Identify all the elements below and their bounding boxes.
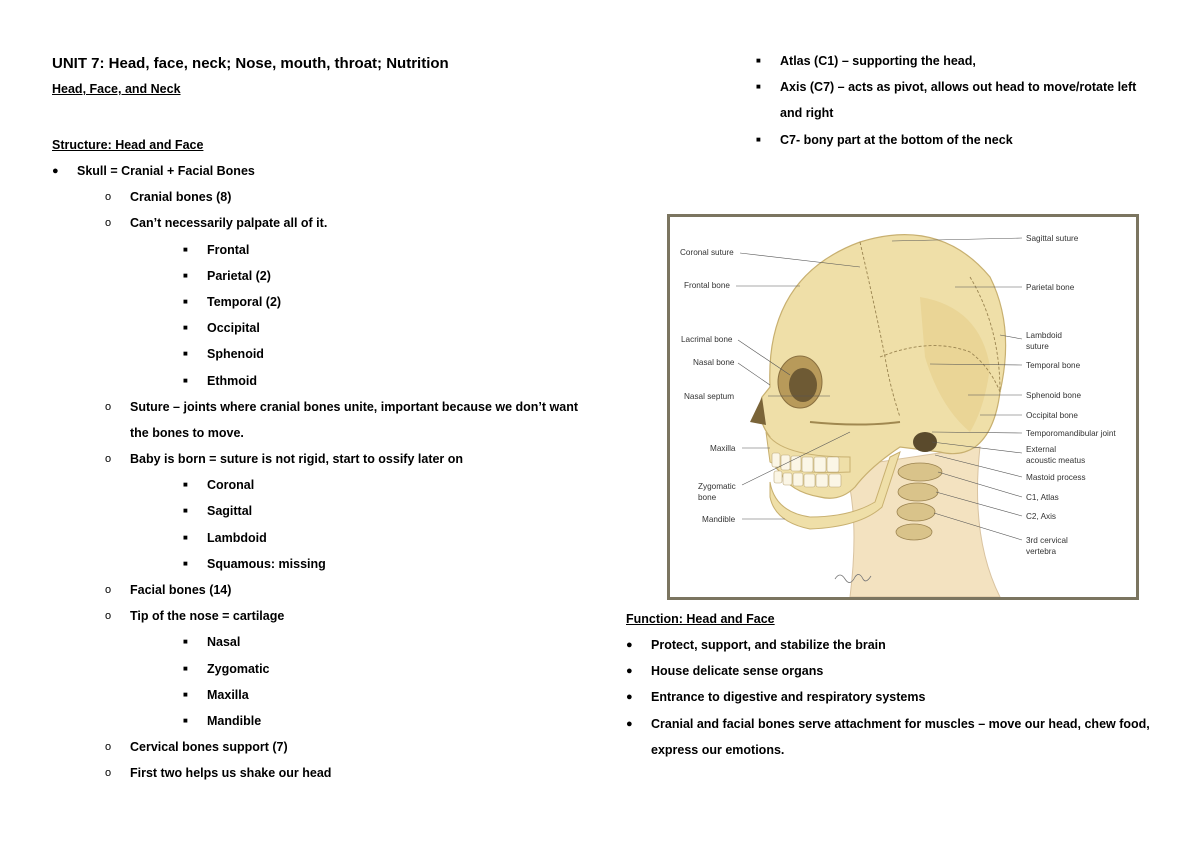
bullet-circle-icon: o <box>105 741 112 754</box>
list-item: o Cranial bones (8) <box>52 184 612 210</box>
list-item: o Suture – joints where cranial bones unite, important because we don’t want the bones to move. <box>52 394 612 446</box>
figure-label: Nasal septum <box>684 392 735 401</box>
bullet-square-icon: ■ <box>756 134 761 144</box>
list-item: ■ Mandible <box>52 708 612 734</box>
list-item: o Baby is born = suture is not rigid, start to ossify later on <box>52 446 612 472</box>
bullet-square-icon: ■ <box>183 663 188 673</box>
section-subtitle: Head, Face, and Neck <box>52 82 181 96</box>
figure-label: Zygomatic <box>698 482 736 491</box>
list-item: ● Entrance to digestive and respiratory systems <box>626 684 1166 710</box>
bullet-square-icon: ■ <box>756 56 761 65</box>
bullet-square-icon: ■ <box>183 715 188 725</box>
list-item: ■ Ethmoid <box>52 368 612 394</box>
left-column <box>52 52 612 787</box>
list-item: ■ Squamous: missing <box>52 551 612 577</box>
bullet-dot-icon: ● <box>626 717 633 730</box>
figure-label: Lacrimal bone <box>681 335 733 344</box>
function-heading: Function: Head and Face <box>626 612 775 626</box>
list-item: ■ Sagittal <box>52 498 612 524</box>
figure-label: External <box>1026 445 1057 454</box>
figure-label: Mandible <box>702 515 736 524</box>
list-item: o Facial bones (14) <box>52 577 612 603</box>
list-item: ● Cranial and facial bones serve attachment for muscles – move our head, chew food, express our emotions. <box>626 711 1166 763</box>
bullet-circle-icon: o <box>105 584 112 597</box>
list-item: ■ Maxilla <box>52 682 612 708</box>
bullet-square-icon: ■ <box>183 506 188 516</box>
figure-label: Temporomandibular joint <box>1026 429 1116 438</box>
bullet-square-icon: ■ <box>183 375 188 385</box>
figure-label: Maxilla <box>710 444 736 453</box>
figure-label: 3rd cervical <box>1026 536 1068 545</box>
bullet-square-icon: ■ <box>183 244 188 254</box>
bullet-dot-icon: ● <box>626 639 633 651</box>
bullet-dot-icon: ● <box>626 691 633 704</box>
list-item: ● Skull = Cranial + Facial Bones <box>52 158 612 184</box>
list-item: ● House delicate sense organs <box>626 658 1166 684</box>
bullet-circle-icon: o <box>105 767 112 780</box>
figure-label: Mastoid process <box>1026 473 1086 482</box>
right-column <box>626 48 1166 153</box>
list-item: ■ Occipital <box>52 315 612 341</box>
bullet-circle-icon: o <box>105 217 112 230</box>
bullet-square-icon: ■ <box>183 323 188 333</box>
bullet-square-icon: ■ <box>183 558 188 568</box>
list-item: o Tip of the nose = cartilage <box>52 603 612 629</box>
list-item: ■ Lambdoid <box>52 525 612 551</box>
list-item: ■ Axis (C7) – acts as pivot, allows out head to move/rotate left and right <box>626 74 1166 126</box>
bullet-dot-icon: ● <box>52 165 59 177</box>
bullet-circle-icon: o <box>105 453 112 466</box>
list-item: ■ Frontal <box>52 237 612 263</box>
function-section <box>626 606 1166 763</box>
bullet-circle-icon: o <box>105 400 112 413</box>
list-item: ■ C7- bony part at the bottom of the neck <box>626 127 1166 153</box>
bullet-square-icon: ■ <box>183 532 188 542</box>
document-title: UNIT 7: Head, face, neck; Nose, mouth, throat; Nutrition <box>52 55 449 72</box>
bullet-circle-icon: o <box>105 191 112 204</box>
figure-label: C1, Atlas <box>1026 493 1059 502</box>
bullet-square-icon: ■ <box>183 480 188 490</box>
figure-label: acoustic meatus <box>1026 456 1086 465</box>
figure-label: Sagittal suture <box>1026 234 1079 243</box>
list-item: ■ Nasal <box>52 629 612 655</box>
list-item: ■ Sphenoid <box>52 341 612 367</box>
figure-label: Temporal bone <box>1026 361 1081 370</box>
list-item: o Cervical bones support (7) <box>52 734 612 760</box>
list-item: ■ Coronal <box>52 472 612 498</box>
bullet-square-icon: ■ <box>183 689 188 699</box>
figure-label: Nasal bone <box>693 358 735 367</box>
figure-label: bone <box>698 493 717 502</box>
figure-label: vertebra <box>1026 547 1057 556</box>
skull-diagram <box>667 214 1139 600</box>
bullet-square-icon: ■ <box>183 296 188 306</box>
bullet-square-icon: ■ <box>183 637 188 647</box>
bullet-square-icon: ■ <box>183 270 188 280</box>
structure-heading: Structure: Head and Face <box>52 138 204 152</box>
bullet-square-icon: ■ <box>756 82 761 92</box>
figure-label: Frontal bone <box>684 281 730 290</box>
figure-label: suture <box>1026 342 1049 351</box>
list-item: ● Protect, support, and stabilize the brain <box>626 632 1166 658</box>
bullet-dot-icon: ● <box>626 665 633 678</box>
figure-label: Sphenoid bone <box>1026 391 1082 400</box>
figure-label: Coronal suture <box>680 248 734 257</box>
figure-label: C2, Axis <box>1026 512 1057 521</box>
list-item: ■ Parietal (2) <box>52 263 612 289</box>
list-item: o Can’t necessarily palpate all of it. <box>52 210 612 236</box>
figure-label: Parietal bone <box>1026 283 1075 292</box>
skull-illustration <box>670 217 1136 597</box>
list-item: ■ Atlas (C1) – supporting the head, <box>626 48 1166 74</box>
bullet-circle-icon: o <box>105 610 112 623</box>
figure-label: Occipital bone <box>1026 411 1078 420</box>
list-item: ■ Zygomatic <box>52 656 612 682</box>
list-item: ■ Temporal (2) <box>52 289 612 315</box>
figure-label: Lambdoid <box>1026 331 1062 340</box>
bullet-square-icon: ■ <box>183 349 188 359</box>
list-item: o First two helps us shake our head <box>52 760 612 786</box>
